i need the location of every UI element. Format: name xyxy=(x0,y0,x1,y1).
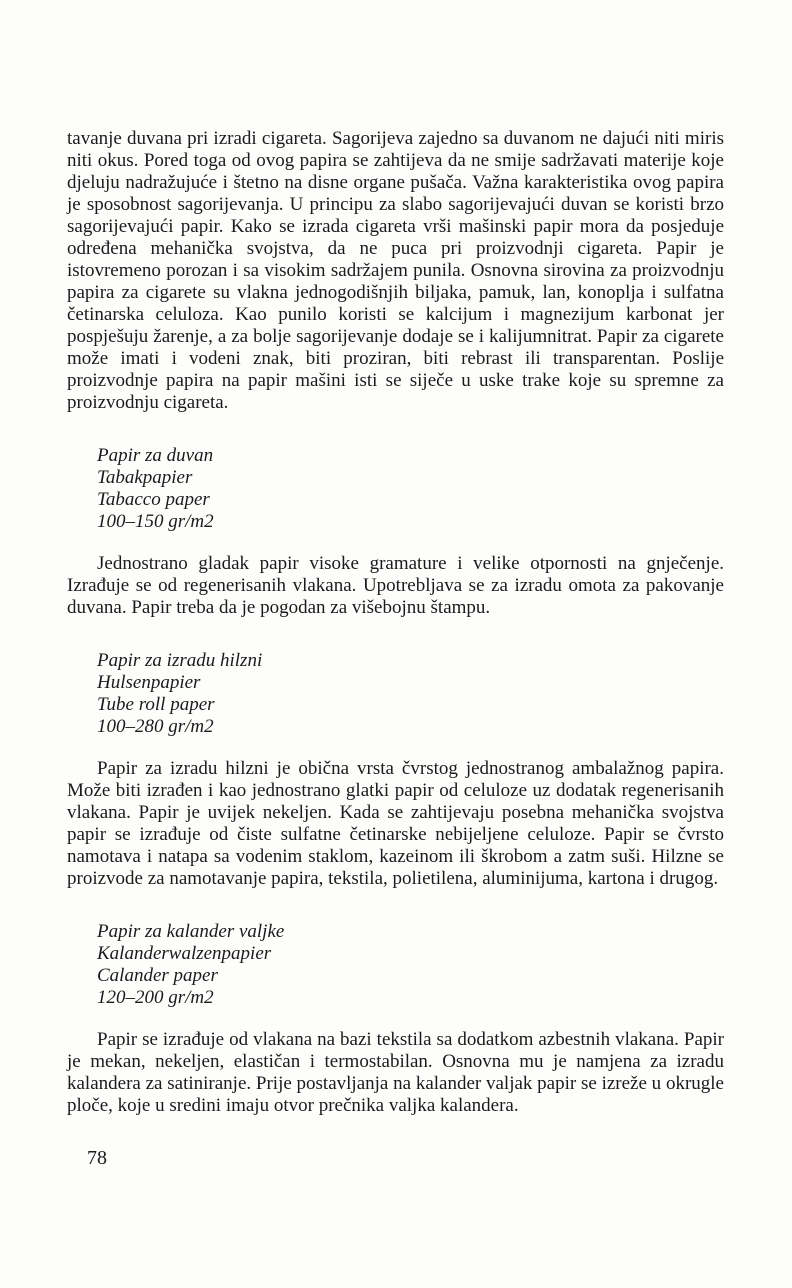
section-title-german: Hulsenpapier xyxy=(97,672,201,693)
section-heading xyxy=(67,921,724,1009)
section-heading xyxy=(67,650,724,738)
page-content xyxy=(67,128,724,1169)
section-title-local: Papir za duvan xyxy=(97,445,214,466)
page-number: 78 xyxy=(87,1147,107,1169)
section-title-english: Calander paper xyxy=(97,965,218,986)
section-paragraph: Papir se izrađuje od vlakana na bazi tekstila sa dodatkom azbestnih vlakana. Papir je mekan, nekeljen, elastičan i termostabilan. Osnovna mu je namjena za izradu kalandera za satiniranje. Prije postavljanja na kalander valjak papir se izreže u okrugle ploče, koje u sredini imaju otvor prečnika valjka kalandera. xyxy=(67,1029,724,1116)
section-title-english: Tube roll paper xyxy=(97,694,215,715)
section-tube-roll-paper xyxy=(67,650,724,890)
section-grammage: 100–150 gr/m2 xyxy=(97,511,214,532)
section-title-local: Papir za izradu hilzni xyxy=(97,650,263,671)
section-title-german: Tabakpapier xyxy=(97,467,193,488)
section-paragraph: Jednostrano gladak papir visoke gramature i velike otpornosti na gnječenje. Izrađuje se od regenerisanih vlakana. Upotrebljava se za izradu omota za pakovanje duvana. Papir treba da je pogodan za višebojnu štampu. xyxy=(67,553,724,618)
section-title-german: Kalanderwalzenpapier xyxy=(97,943,272,964)
section-grammage: 100–280 gr/m2 xyxy=(97,716,214,737)
section-paragraph: Papir za izradu hilzni je obična vrsta čvrstog jednostranog ambalažnog papira. Može biti izrađen i kao jednostrano glatki papir od celuloze uz dodatak regenerisanih vlakana. Papir je uvijek nekeljen. Kada se zahtijevaju posebna mehanička svojstva papir se izrađuje od čiste sulfatne četinarske nebijeljene celuloze. Papir se čvrsto namotava i natapa sa vodenim staklom, kazeinom ili škrobom a zatm suši. Hilzne se proizvode za namotavanje papira, tekstila, polietilena, aluminijuma, kartona i drugog. xyxy=(67,758,724,889)
section-grammage: 120–200 gr/m2 xyxy=(97,987,214,1008)
section-title-english: Tabacco paper xyxy=(97,489,210,510)
section-heading xyxy=(67,445,724,533)
intro-paragraph: tavanje duvana pri izradi cigareta. Sagorijeva zajedno sa duvanom ne dajući niti miris niti okus. Pored toga od ovog papira se zahtijeva da ne smije sadržavati materije koje djeluju nadražujuće i štetno na disne organe pušača. Važna karakteristika ovog papira je sposobnost sagorijevanja. U principu za slabo sagorijevajući duvan se koristi brzo sagorijevajući papir. Kako se izrada cigareta vrši mašinski papir mora da posjeduje određena mehanička svojstva, da ne puca pri proizvodnji cigareta. Papir je istovremeno porozan i sa visokim sadržajem punila. Osnovna sirovina za proizvodnju papira za cigarete su vlakna jednogodišnjih biljaka, pamuk, lan, konoplja i sulfatna četinarska celuloza. Kao punilo koristi se kalcijum i magnezijum karbonat jer pospješuju žarenje, a za bolje sagorijevanje dodaje se i kalijumnitrat. Papir za cigarete može imati i vodeni znak, biti proziran, biti rebrast ili transparentan. Poslije proizvodnje papira na papir mašini isti se siječe u uske trake koje su spremne za proizvodnju cigareta. xyxy=(67,128,724,413)
page-footer xyxy=(67,1147,724,1169)
section-calander-paper xyxy=(67,921,724,1117)
section-tobacco-paper xyxy=(67,445,724,619)
section-title-local: Papir za kalander valjke xyxy=(97,921,285,942)
